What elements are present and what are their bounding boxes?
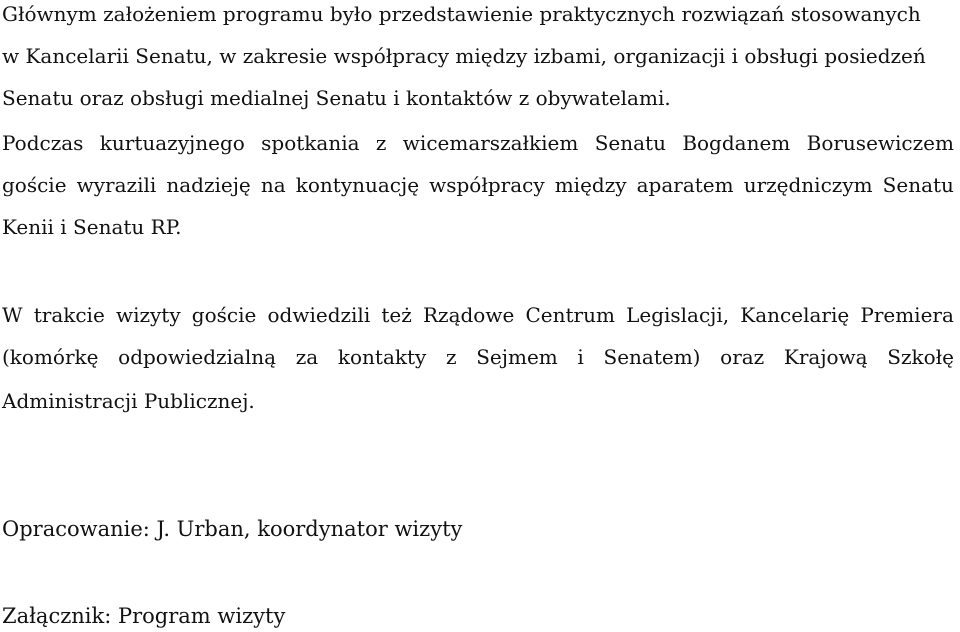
- word: nadzieję: [166, 173, 251, 197]
- paragraph-2-line-1: [2, 131, 954, 155]
- word: Centrum: [525, 303, 615, 327]
- word: Szkołę: [887, 345, 954, 369]
- word: wicemarszałkiem: [402, 131, 579, 155]
- word: kontakty: [337, 345, 427, 369]
- attachment-line: Załącznik: Program wizyty: [2, 604, 286, 628]
- word: odwiedzili: [267, 303, 371, 327]
- word: współpracy: [429, 173, 545, 197]
- word: Senatem): [603, 345, 701, 369]
- word: trakcie: [33, 303, 105, 327]
- word: (komórkę: [2, 345, 99, 369]
- word: goście: [2, 173, 67, 197]
- word: Sejmem: [476, 345, 558, 369]
- paragraph-2-line-2: [2, 173, 954, 197]
- word: Senatu: [594, 131, 666, 155]
- word: Borusewiczem: [806, 131, 954, 155]
- word: kurtuazyjnego: [99, 131, 245, 155]
- paragraph-3-line-2: [2, 345, 954, 369]
- paragraph-3-line-3: Administracji Publicznej.: [2, 389, 255, 413]
- word: Rządowe: [422, 303, 515, 327]
- word: Krajową: [783, 345, 868, 369]
- word: Kancelarię: [740, 303, 850, 327]
- word: Premiera: [860, 303, 954, 327]
- word: aparatem: [636, 173, 734, 197]
- word: z: [446, 345, 457, 369]
- word: Senatu: [882, 173, 954, 197]
- word: kontynuację: [295, 173, 420, 197]
- word: Podczas: [2, 131, 84, 155]
- word: W: [2, 303, 23, 327]
- word: oraz: [720, 345, 765, 369]
- word: wyrazili: [76, 173, 157, 197]
- word: Bogdanem: [682, 131, 791, 155]
- paragraph-1-line-1: Głównym założeniem programu było przedstawienie praktycznych rozwiązań stosowanych: [2, 2, 921, 26]
- word: spotkania: [261, 131, 360, 155]
- word: odpowiedzialną: [118, 345, 277, 369]
- word: na: [260, 173, 286, 197]
- word: urzędniczym: [743, 173, 873, 197]
- word: między: [554, 173, 627, 197]
- word: Legislacji,: [626, 303, 730, 327]
- prepared-by-line: Opracowanie: J. Urban, koordynator wizyty: [2, 517, 463, 541]
- paragraph-1-line-2: w Kancelarii Senatu, w zakresie współpracy między izbami, organizacji i obsługi posiedzeń: [2, 44, 926, 68]
- word: goście: [191, 303, 257, 327]
- word: też: [381, 303, 412, 327]
- word: i: [577, 345, 584, 369]
- paragraph-3-line-1: [2, 303, 954, 327]
- word: za: [295, 345, 319, 369]
- word: z: [375, 131, 387, 155]
- word: wizyty: [115, 303, 181, 327]
- paragraph-2-line-3: Kenii i Senatu RP.: [2, 215, 182, 239]
- paragraph-1-line-3: Senatu oraz obsługi medialnej Senatu i kontaktów z obywatelami.: [2, 86, 671, 110]
